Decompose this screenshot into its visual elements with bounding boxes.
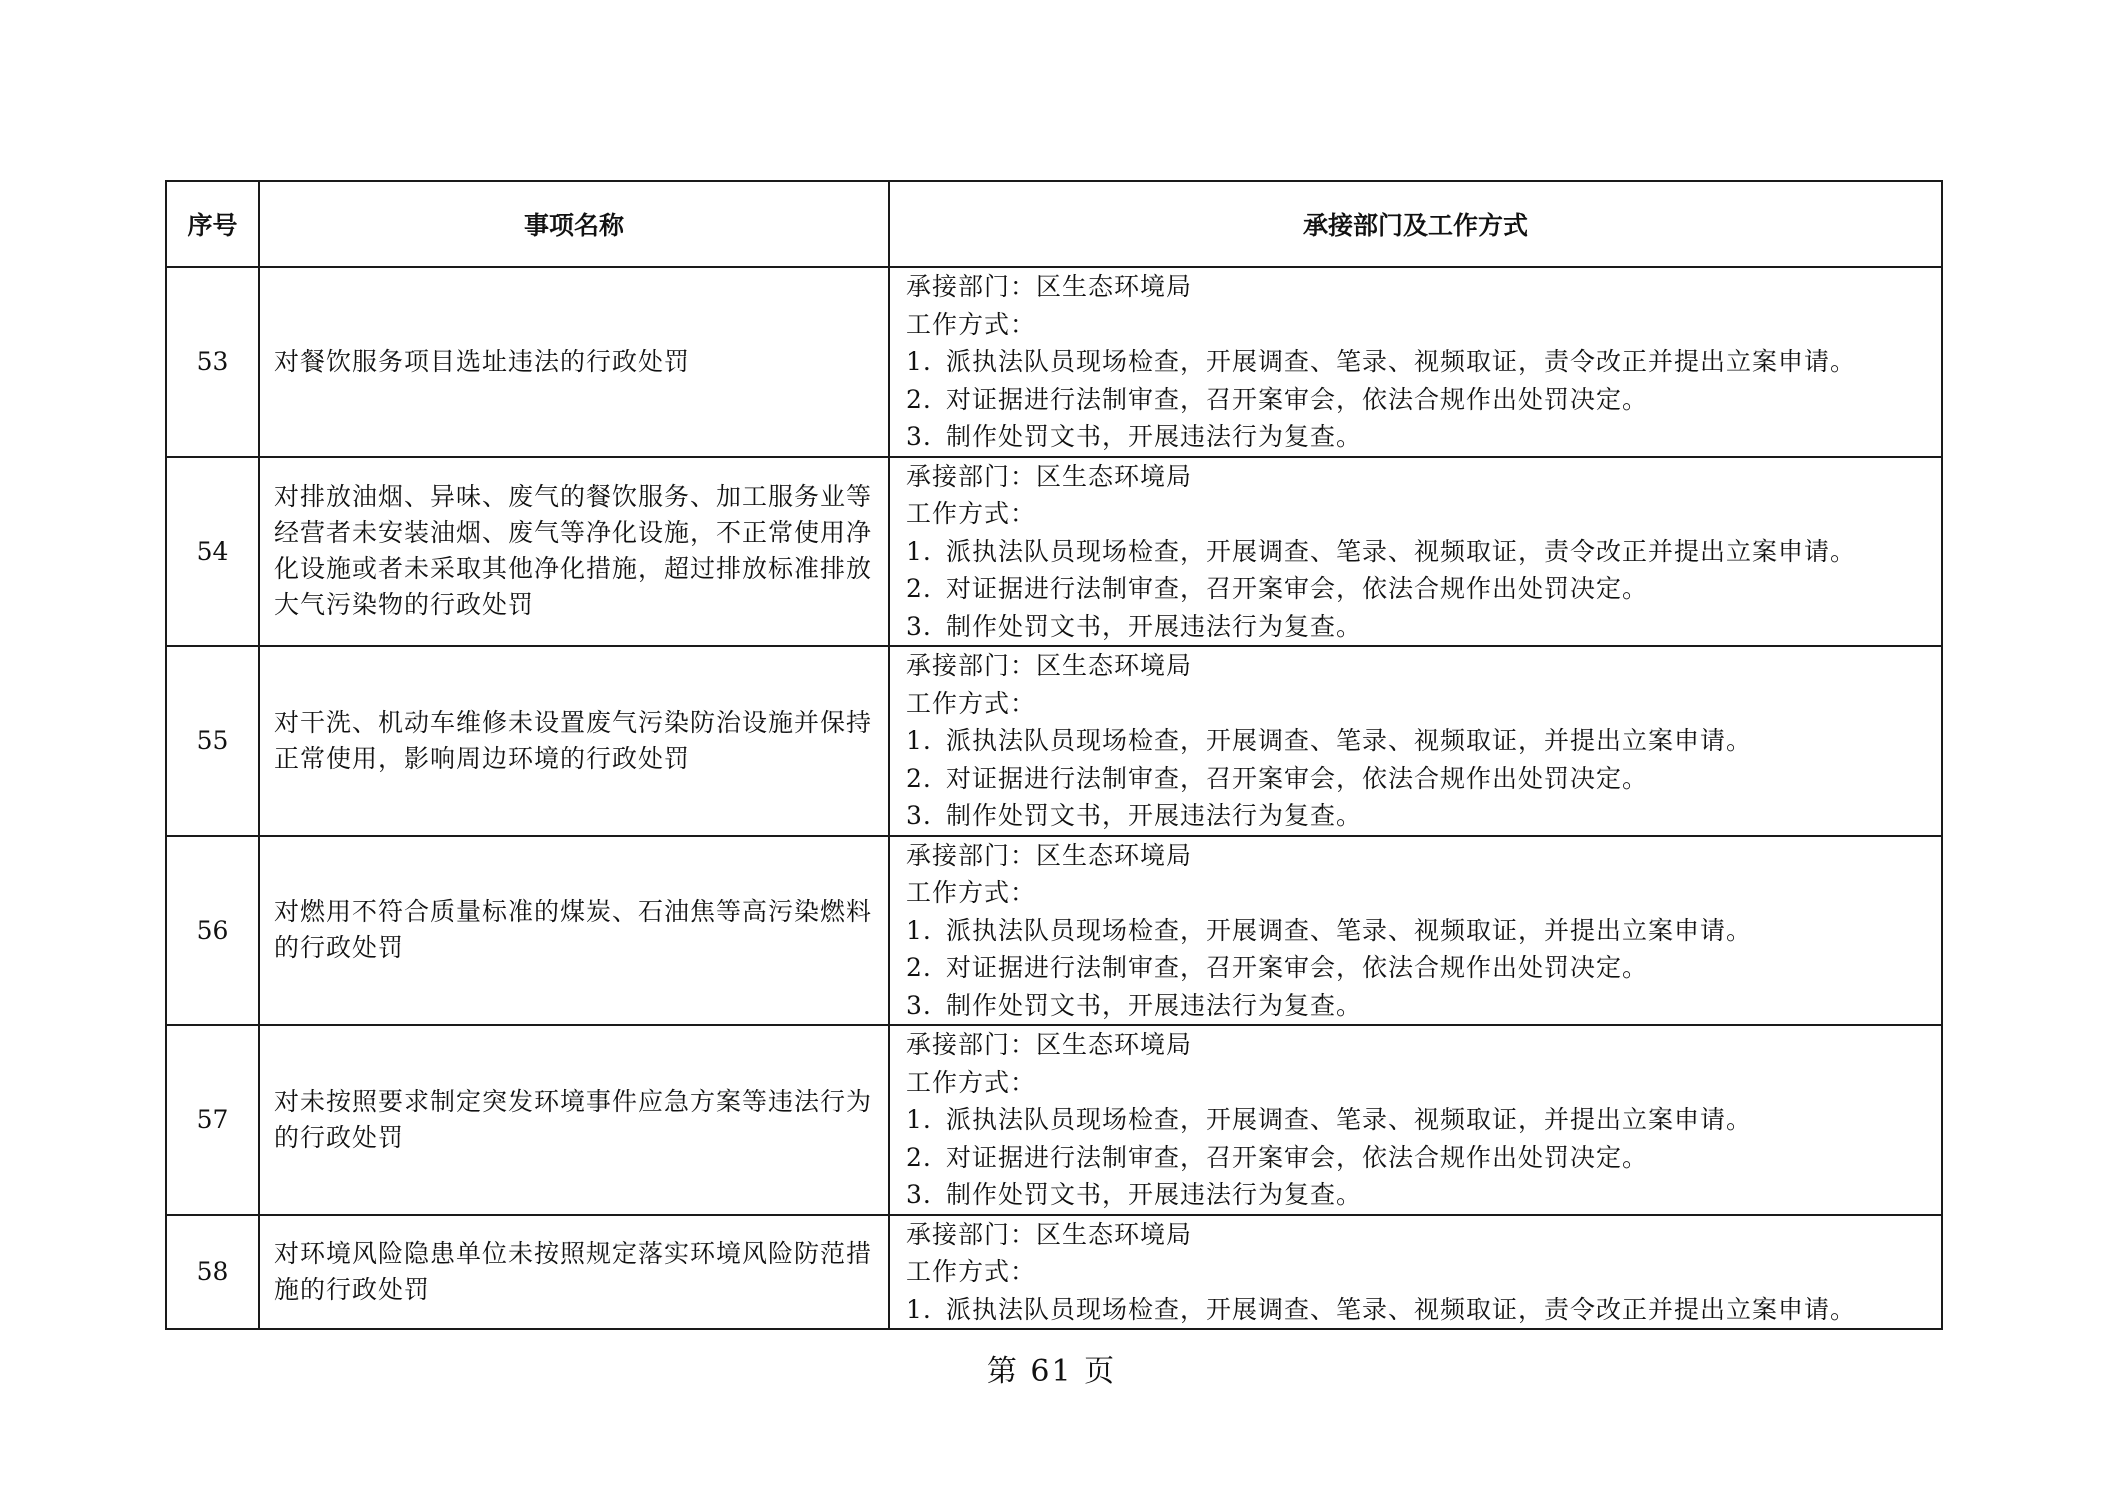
- work-step: [906, 912, 1931, 950]
- table-row: [166, 1215, 1942, 1330]
- step-number: 2.: [906, 384, 932, 414]
- undertaking-department: 承接部门：区生态环境局: [906, 840, 1193, 870]
- header-dept: 承接部门及工作方式: [889, 181, 1942, 267]
- step-text: 对证据进行法制审查，召开案审会，依法合规作出处罚决定。: [946, 1142, 1649, 1172]
- step-number: 1.: [906, 915, 932, 945]
- work-step: [906, 722, 1931, 760]
- work-step: [906, 1139, 1931, 1177]
- work-step: [906, 570, 1931, 608]
- work-step: [906, 608, 1931, 646]
- step-text: 制作处罚文书，开展违法行为复查。: [946, 1180, 1363, 1209]
- step-text: 派执法队员现场检查，开展调查、笔录、视频取证，并提出立案申请。: [946, 915, 1753, 945]
- dept-method-cell: [889, 646, 1942, 836]
- work-method-label: 工作方式：: [906, 499, 1037, 528]
- step-number: 2.: [906, 1142, 932, 1172]
- work-method-label: 工作方式：: [906, 309, 1037, 339]
- step-text: 派执法队员现场检查，开展调查、笔录、视频取证，并提出立案申请。: [946, 726, 1753, 755]
- step-text: 制作处罚文书，开展违法行为复查。: [946, 801, 1363, 830]
- work-step: [906, 418, 1931, 456]
- table-row: [166, 1025, 1942, 1215]
- table-header: [166, 181, 1942, 267]
- matter-name: 对环境风险隐患单位未按照规定落实环境风险防范措施的行政处罚: [259, 1215, 889, 1330]
- table-row: [166, 646, 1942, 836]
- step-number: 2.: [906, 574, 932, 603]
- matter-name: 对未按照要求制定突发环境事件应急方案等违法行为的行政处罚: [259, 1025, 889, 1215]
- matter-name: 对排放油烟、异味、废气的餐饮服务、加工服务业等经营者未安装油烟、废气等净化设施，不正常使用净化设施或者未采取其他净化措施，超过排放标准排放大气污染物的行政处罚: [259, 457, 889, 647]
- row-number: 55: [166, 646, 259, 836]
- step-text: 对证据进行法制审查，召开案审会，依法合规作出处罚决定。: [946, 763, 1649, 793]
- header-no: 序号: [166, 181, 259, 267]
- work-step: [906, 987, 1931, 1025]
- step-number: 3.: [906, 990, 932, 1020]
- step-number: 3.: [906, 611, 932, 641]
- step-number: 2.: [906, 953, 932, 982]
- page-number: 第 61 页: [986, 1354, 1117, 1389]
- table-row: [166, 836, 1942, 1026]
- work-step: [906, 343, 1931, 381]
- work-step: [906, 1101, 1931, 1139]
- undertaking-department: 承接部门：区生态环境局: [906, 1030, 1193, 1059]
- step-number: 3.: [906, 1180, 932, 1209]
- matter-name: 对餐饮服务项目选址违法的行政处罚: [259, 267, 889, 457]
- step-number: 1.: [906, 347, 932, 376]
- step-number: 3.: [906, 801, 932, 830]
- header-name: 事项名称: [259, 181, 889, 267]
- row-number: 53: [166, 267, 259, 457]
- work-method-label: 工作方式：: [906, 878, 1037, 907]
- work-step: [906, 533, 1931, 571]
- step-number: 1.: [906, 726, 932, 755]
- step-text: 派执法队员现场检查，开展调查、笔录、视频取证，责令改正并提出立案申请。: [946, 536, 1857, 566]
- dept-method-cell: [889, 267, 1942, 457]
- step-number: 1.: [906, 1294, 932, 1324]
- step-text: 制作处罚文书，开展违法行为复查。: [946, 422, 1363, 451]
- matters-table: [165, 180, 1943, 1330]
- undertaking-department: 承接部门：区生态环境局: [906, 461, 1193, 491]
- step-number: 1.: [906, 1105, 932, 1134]
- step-text: 对证据进行法制审查，召开案审会，依法合规作出处罚决定。: [946, 574, 1649, 603]
- matter-name: 对干洗、机动车维修未设置废气污染防治设施并保持正常使用，影响周边环境的行政处罚: [259, 646, 889, 836]
- work-step: [906, 760, 1931, 798]
- table-body: [166, 267, 1942, 1329]
- step-text: 制作处罚文书，开展违法行为复查。: [946, 990, 1363, 1020]
- step-text: 派执法队员现场检查，开展调查、笔录、视频取证，并提出立案申请。: [946, 1105, 1753, 1134]
- table-row: [166, 457, 1942, 647]
- work-step: [906, 381, 1931, 419]
- work-step: [906, 797, 1931, 835]
- step-number: 3.: [906, 422, 932, 451]
- step-number: 1.: [906, 536, 932, 566]
- step-text: 制作处罚文书，开展违法行为复查。: [946, 611, 1363, 641]
- dept-method-cell: [889, 1025, 1942, 1215]
- work-method-label: 工作方式：: [906, 688, 1037, 718]
- step-text: 对证据进行法制审查，召开案审会，依法合规作出处罚决定。: [946, 384, 1649, 414]
- undertaking-department: 承接部门：区生态环境局: [906, 272, 1193, 301]
- work-step: [906, 1176, 1931, 1214]
- step-text: 派执法队员现场检查，开展调查、笔录、视频取证，责令改正并提出立案申请。: [946, 1294, 1857, 1324]
- header-row: [166, 181, 1942, 267]
- matter-name: 对燃用不符合质量标准的煤炭、石油焦等高污染燃料的行政处罚: [259, 836, 889, 1026]
- dept-method-cell: [889, 836, 1942, 1026]
- work-step: [906, 1291, 1931, 1329]
- step-text: 派执法队员现场检查，开展调查、笔录、视频取证，责令改正并提出立案申请。: [946, 347, 1857, 376]
- dept-method-cell: [889, 457, 1942, 647]
- step-number: 2.: [906, 763, 932, 793]
- row-number: 54: [166, 457, 259, 647]
- step-text: 对证据进行法制审查，召开案审会，依法合规作出处罚决定。: [946, 953, 1649, 982]
- work-step: [906, 949, 1931, 987]
- work-method-label: 工作方式：: [906, 1257, 1037, 1286]
- row-number: 56: [166, 836, 259, 1026]
- undertaking-department: 承接部门：区生态环境局: [906, 1219, 1193, 1249]
- row-number: 58: [166, 1215, 259, 1330]
- row-number: 57: [166, 1025, 259, 1215]
- dept-method-cell: [889, 1215, 1942, 1330]
- undertaking-department: 承接部门：区生态环境局: [906, 651, 1193, 680]
- table-row: [166, 267, 1942, 457]
- work-method-label: 工作方式：: [906, 1067, 1037, 1097]
